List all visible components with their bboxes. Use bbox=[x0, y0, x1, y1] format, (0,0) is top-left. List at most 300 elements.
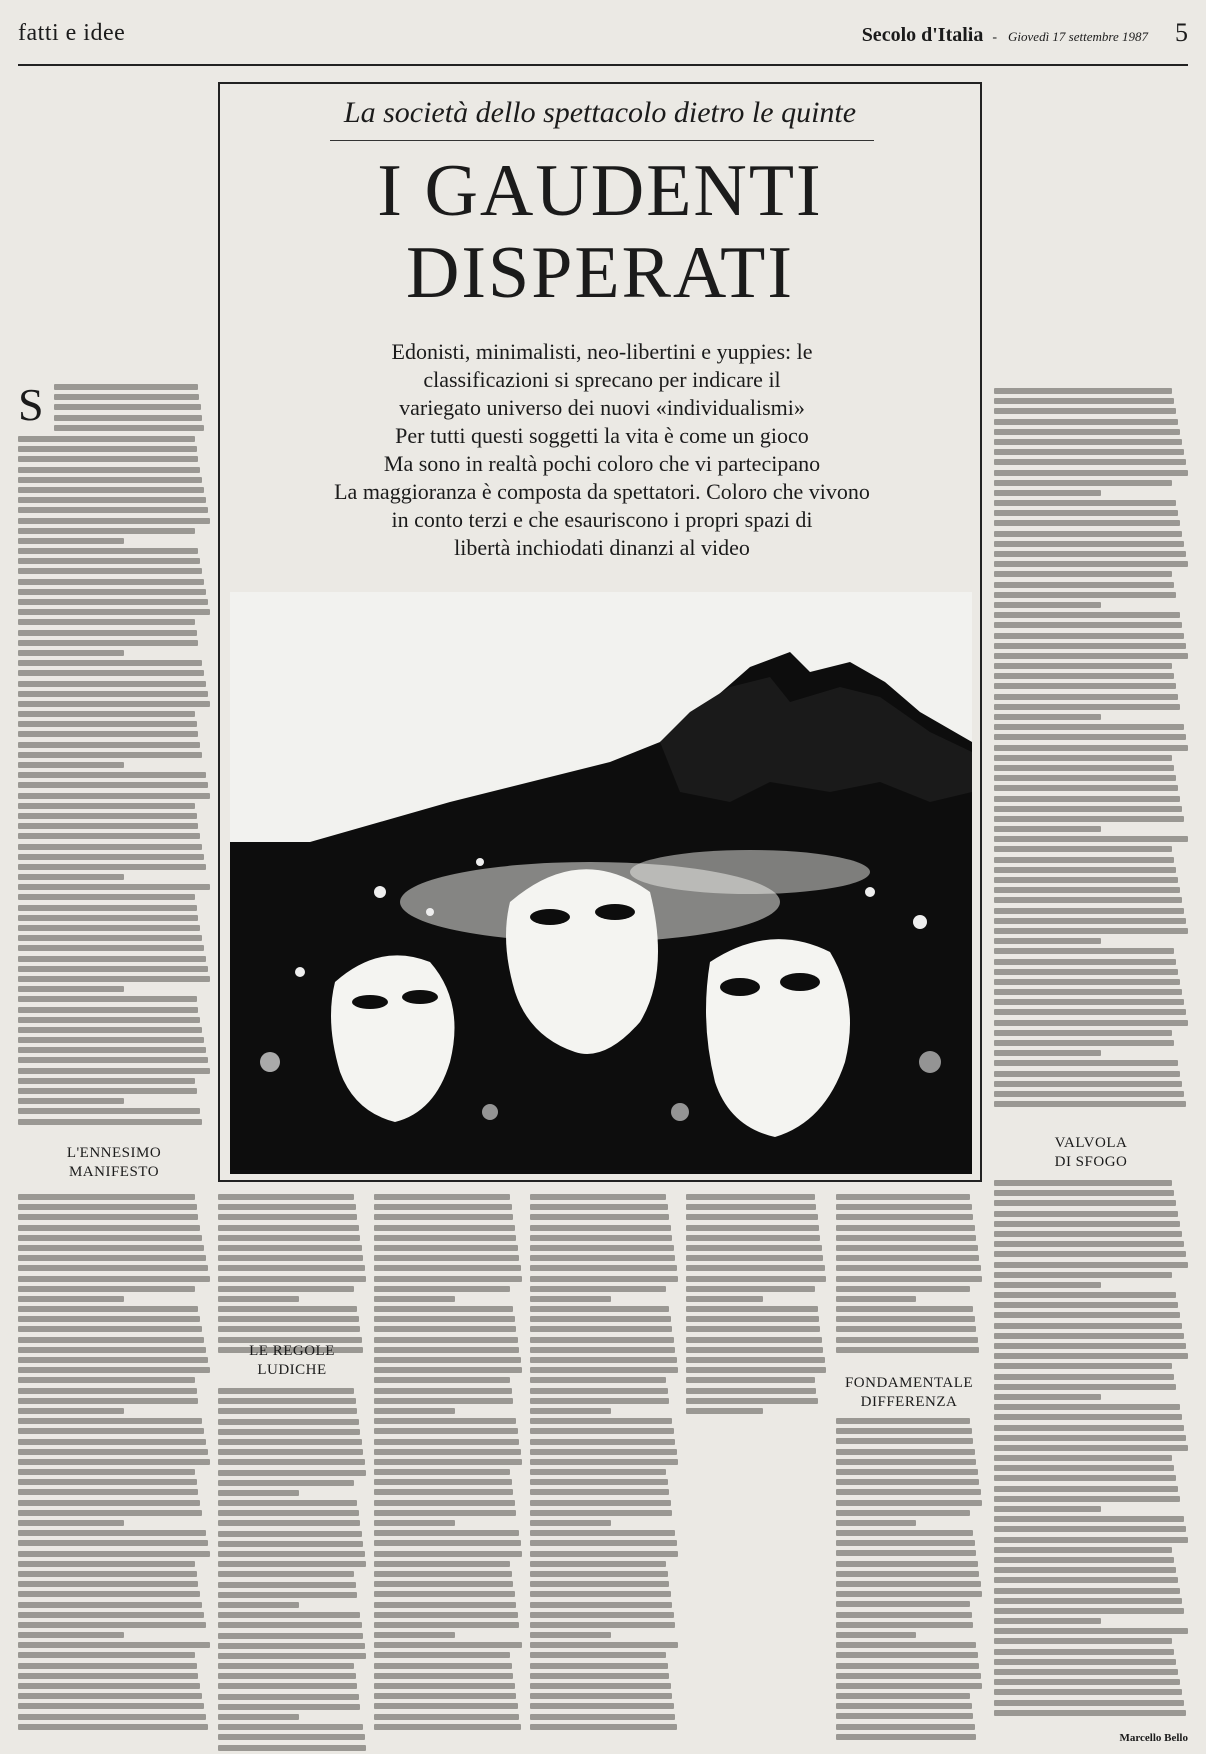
body-text-line bbox=[18, 844, 202, 850]
body-text-line bbox=[18, 956, 206, 962]
body-text-line bbox=[530, 1265, 677, 1271]
body-text-line bbox=[836, 1449, 975, 1455]
body-text-line bbox=[218, 1459, 365, 1465]
body-text-lines bbox=[994, 388, 1188, 1107]
body-text-line bbox=[18, 935, 202, 941]
body-text-line bbox=[18, 1652, 195, 1658]
body-text-line bbox=[994, 867, 1176, 873]
body-text-line bbox=[994, 520, 1180, 526]
body-text-line bbox=[374, 1663, 512, 1669]
body-text-line bbox=[218, 1204, 356, 1210]
body-text-line bbox=[18, 1469, 195, 1475]
body-text-line bbox=[686, 1377, 815, 1383]
body-text-lines bbox=[218, 1388, 366, 1751]
body-text-line bbox=[18, 1214, 198, 1220]
body-text-line bbox=[374, 1255, 519, 1261]
subhead-ennesimo-manifesto bbox=[18, 1144, 210, 1182]
body-text-line bbox=[994, 1404, 1180, 1410]
body-text-line bbox=[994, 887, 1180, 893]
body-text-line bbox=[686, 1276, 826, 1282]
body-text-line bbox=[994, 500, 1176, 506]
body-text-line bbox=[374, 1459, 522, 1465]
body-text-line bbox=[530, 1530, 675, 1536]
body-text-line bbox=[18, 1500, 200, 1506]
body-text-line bbox=[18, 436, 195, 442]
body-text-line bbox=[218, 1734, 365, 1740]
body-text-line bbox=[18, 650, 124, 656]
body-text-line bbox=[994, 1211, 1178, 1217]
body-text-line bbox=[836, 1337, 978, 1343]
column-2-body bbox=[218, 1194, 366, 1353]
body-text-line bbox=[686, 1337, 822, 1343]
body-text-line bbox=[994, 1445, 1188, 1451]
body-text-line bbox=[994, 408, 1176, 414]
body-text-line bbox=[18, 1225, 200, 1231]
body-text-line bbox=[994, 439, 1182, 445]
deck-line: Ma sono in realtà pochi coloro che vi partecipano bbox=[383, 451, 821, 476]
body-text-line bbox=[836, 1489, 981, 1495]
body-text-line bbox=[18, 925, 200, 931]
body-text-line bbox=[18, 1306, 198, 1312]
body-text-line bbox=[18, 915, 198, 921]
body-text-line bbox=[994, 796, 1180, 802]
body-text-line bbox=[218, 1643, 365, 1649]
body-text-line bbox=[994, 1384, 1176, 1390]
body-text-line bbox=[18, 762, 124, 768]
body-text-line bbox=[218, 1500, 357, 1506]
deck-line: classificazioni si sprecano per indicare il bbox=[423, 367, 781, 392]
body-text-lines bbox=[686, 1194, 826, 1414]
body-text-line bbox=[530, 1622, 675, 1628]
body-text-line bbox=[18, 630, 197, 636]
body-text-line bbox=[994, 1710, 1186, 1716]
body-text-line bbox=[530, 1602, 672, 1608]
body-text-line bbox=[18, 986, 124, 992]
body-text-line bbox=[218, 1480, 354, 1486]
body-text-line bbox=[994, 846, 1172, 852]
body-text-line bbox=[836, 1520, 916, 1526]
body-text-line bbox=[836, 1652, 978, 1658]
body-text-line bbox=[18, 1612, 204, 1618]
body-text-line bbox=[994, 836, 1188, 842]
body-text-line bbox=[18, 884, 210, 890]
body-text-line bbox=[530, 1214, 669, 1220]
body-text-line bbox=[218, 1714, 299, 1720]
body-text-line bbox=[530, 1225, 671, 1231]
body-text-line bbox=[836, 1510, 970, 1516]
body-text-line bbox=[836, 1724, 975, 1730]
body-text-line bbox=[686, 1194, 815, 1200]
subhead-line: LUDICHE bbox=[257, 1362, 327, 1378]
body-text-line bbox=[18, 1551, 210, 1557]
body-text-line bbox=[994, 510, 1178, 516]
body-text-line bbox=[374, 1214, 513, 1220]
body-text-line bbox=[18, 1098, 124, 1104]
body-text-line bbox=[18, 1540, 208, 1546]
body-text-line bbox=[218, 1745, 366, 1751]
body-text-line bbox=[530, 1398, 669, 1404]
body-text-line bbox=[530, 1571, 668, 1577]
column-3-body bbox=[374, 1194, 522, 1730]
body-text-line bbox=[18, 1078, 195, 1084]
body-text-line bbox=[18, 1642, 210, 1648]
body-text-line bbox=[18, 996, 197, 1002]
body-text-line bbox=[18, 833, 200, 839]
body-text-line bbox=[994, 1071, 1180, 1077]
body-text-line bbox=[218, 1225, 359, 1231]
body-text-line bbox=[994, 1091, 1184, 1097]
body-text-line bbox=[836, 1418, 970, 1424]
body-text-line bbox=[18, 1530, 206, 1536]
body-text-line bbox=[994, 1486, 1178, 1492]
body-text-line bbox=[18, 1347, 206, 1353]
body-text-lines bbox=[374, 1194, 522, 1730]
body-text-line bbox=[374, 1571, 512, 1577]
body-text-line bbox=[530, 1479, 668, 1485]
body-text-line bbox=[18, 752, 202, 758]
body-text-line bbox=[374, 1602, 516, 1608]
body-text-line bbox=[994, 694, 1178, 700]
body-text-line bbox=[374, 1510, 516, 1516]
body-text-line bbox=[18, 1693, 202, 1699]
masthead bbox=[862, 24, 1148, 47]
body-text-line bbox=[374, 1540, 521, 1546]
body-text-line bbox=[530, 1276, 678, 1282]
body-text-line bbox=[994, 1343, 1186, 1349]
body-text-line bbox=[218, 1408, 357, 1414]
body-text-line bbox=[218, 1673, 356, 1679]
body-text-line bbox=[994, 1618, 1101, 1624]
body-text-line bbox=[18, 497, 206, 503]
body-text-line bbox=[18, 1591, 200, 1597]
body-text-line bbox=[994, 745, 1188, 751]
body-text-line bbox=[18, 1194, 195, 1200]
body-text-line bbox=[530, 1357, 677, 1363]
body-text-line bbox=[218, 1633, 363, 1639]
body-text-line bbox=[218, 1194, 354, 1200]
column-6-body bbox=[836, 1194, 982, 1353]
body-text-line bbox=[836, 1225, 975, 1231]
body-text-line bbox=[994, 541, 1184, 547]
body-text-line bbox=[994, 1608, 1184, 1614]
body-text-line bbox=[994, 1030, 1172, 1036]
body-text-line bbox=[994, 1588, 1180, 1594]
body-text-line bbox=[218, 1490, 299, 1496]
body-text-line bbox=[686, 1245, 822, 1251]
body-text-line bbox=[18, 1027, 202, 1033]
body-text-line bbox=[530, 1714, 675, 1720]
deck-line: libertà inchiodati dinanzi al video bbox=[454, 535, 750, 560]
body-text-line bbox=[18, 579, 204, 585]
body-text-line bbox=[994, 1496, 1180, 1502]
body-text-line bbox=[994, 1516, 1184, 1522]
body-text-line bbox=[994, 480, 1172, 486]
body-text-line bbox=[374, 1439, 519, 1445]
body-text-line bbox=[994, 1435, 1186, 1441]
newspaper-name: Secolo d'Italia bbox=[861, 24, 984, 46]
body-text-line bbox=[994, 1020, 1188, 1026]
body-text-line bbox=[218, 1296, 299, 1302]
body-text-line bbox=[18, 1316, 200, 1322]
body-text-line bbox=[18, 487, 204, 493]
body-text-line bbox=[994, 1200, 1176, 1206]
body-text-line bbox=[994, 1638, 1172, 1644]
body-text-line bbox=[836, 1326, 976, 1332]
body-text-line bbox=[836, 1642, 976, 1648]
body-text-line bbox=[530, 1591, 671, 1597]
body-text-line bbox=[18, 1561, 195, 1567]
body-text-line bbox=[994, 765, 1174, 771]
body-text-line bbox=[18, 1510, 202, 1516]
body-text-line bbox=[54, 404, 201, 410]
body-text-line bbox=[994, 1221, 1180, 1227]
body-text-line bbox=[994, 398, 1174, 404]
body-text-line bbox=[686, 1398, 818, 1404]
masthead-dash: - bbox=[992, 30, 998, 45]
body-text-line bbox=[994, 1363, 1172, 1369]
body-text-line bbox=[18, 1357, 208, 1363]
body-text-line bbox=[18, 1235, 202, 1241]
body-text-line bbox=[994, 1312, 1180, 1318]
body-text-line bbox=[374, 1408, 455, 1414]
subhead-line: DI SFOGO bbox=[1054, 1154, 1128, 1170]
body-text-line bbox=[18, 1428, 204, 1434]
body-text-line bbox=[994, 897, 1182, 903]
body-text-line bbox=[994, 1679, 1180, 1685]
body-text-line bbox=[218, 1470, 366, 1476]
body-text-line bbox=[994, 948, 1174, 954]
body-text-line bbox=[374, 1347, 519, 1353]
body-text-line bbox=[994, 785, 1178, 791]
body-text-lines bbox=[994, 1180, 1188, 1716]
body-text-line bbox=[836, 1612, 972, 1618]
body-text-line bbox=[374, 1265, 521, 1271]
body-text-line bbox=[994, 561, 1188, 567]
kicker: La società dello spettacolo dietro le quinte bbox=[343, 96, 857, 129]
body-text-line bbox=[836, 1632, 916, 1638]
body-text-line bbox=[994, 908, 1184, 914]
body-text-line bbox=[18, 1622, 206, 1628]
body-text-line bbox=[530, 1194, 666, 1200]
body-text-line bbox=[836, 1194, 970, 1200]
body-text-line bbox=[18, 905, 197, 911]
column-6-body-continued bbox=[836, 1418, 982, 1740]
body-text-line bbox=[18, 691, 208, 697]
body-text-line bbox=[18, 772, 206, 778]
body-text-line bbox=[374, 1316, 515, 1322]
body-text-line bbox=[18, 1724, 208, 1730]
body-text-line bbox=[836, 1561, 978, 1567]
body-text-line bbox=[994, 1262, 1188, 1268]
body-text-line bbox=[530, 1449, 677, 1455]
body-text-line bbox=[374, 1296, 455, 1302]
body-text-line bbox=[218, 1612, 360, 1618]
body-text-line bbox=[686, 1408, 763, 1414]
body-text-line bbox=[374, 1530, 519, 1536]
body-text-line bbox=[18, 1388, 197, 1394]
body-text-line bbox=[994, 1302, 1178, 1308]
body-text-line bbox=[994, 1567, 1176, 1573]
body-text-line bbox=[994, 602, 1101, 608]
body-text-line bbox=[530, 1337, 674, 1343]
body-text-line bbox=[530, 1612, 674, 1618]
body-text-line bbox=[374, 1388, 512, 1394]
body-text-line bbox=[994, 928, 1188, 934]
subhead-line: VALVOLA bbox=[1054, 1135, 1128, 1151]
body-text-line bbox=[18, 446, 197, 452]
body-text-line bbox=[994, 531, 1182, 537]
body-text-line bbox=[374, 1337, 518, 1343]
body-text-line bbox=[994, 1251, 1186, 1257]
body-text-line bbox=[18, 1459, 210, 1465]
body-text-line bbox=[836, 1683, 982, 1689]
body-text-line bbox=[686, 1265, 825, 1271]
body-text-line bbox=[686, 1214, 818, 1220]
body-text-line bbox=[686, 1255, 823, 1261]
body-text-line bbox=[994, 1292, 1176, 1298]
body-text-line bbox=[374, 1652, 510, 1658]
body-text-line bbox=[994, 877, 1178, 883]
body-text-line bbox=[218, 1388, 354, 1394]
body-text-line bbox=[18, 1068, 210, 1074]
body-text-line bbox=[836, 1713, 973, 1719]
body-text-line bbox=[836, 1469, 978, 1475]
body-text-line bbox=[994, 419, 1178, 425]
body-text-line bbox=[530, 1235, 672, 1241]
body-text-line bbox=[54, 425, 204, 431]
body-text-line bbox=[18, 1377, 195, 1383]
body-text-line bbox=[18, 1408, 124, 1414]
body-text-line bbox=[530, 1418, 672, 1424]
body-text-line bbox=[836, 1296, 916, 1302]
body-text-line bbox=[374, 1225, 515, 1231]
subhead-regole-ludiche bbox=[218, 1342, 366, 1380]
body-text-line bbox=[18, 1367, 210, 1373]
body-text-line bbox=[530, 1489, 669, 1495]
body-text-line bbox=[994, 1333, 1184, 1339]
body-text-line bbox=[18, 1418, 202, 1424]
body-text-line bbox=[994, 1081, 1182, 1087]
body-text-line bbox=[218, 1571, 354, 1577]
body-text-line bbox=[836, 1459, 976, 1465]
body-text-line bbox=[18, 1449, 208, 1455]
body-text-line bbox=[836, 1347, 979, 1353]
body-text-line bbox=[374, 1306, 513, 1312]
body-text-line bbox=[218, 1398, 356, 1404]
body-text-line bbox=[18, 670, 204, 676]
body-text-line bbox=[530, 1316, 671, 1322]
body-text-line bbox=[994, 622, 1182, 628]
body-text-line bbox=[218, 1551, 365, 1557]
body-text-line bbox=[18, 1088, 197, 1094]
body-text-line bbox=[994, 938, 1101, 944]
deck-line: Per tutti questi soggetti la vita è come un gioco bbox=[395, 423, 809, 448]
body-text-line bbox=[686, 1306, 818, 1312]
body-text-line bbox=[18, 640, 198, 646]
body-text-line bbox=[994, 816, 1184, 822]
body-text-line bbox=[218, 1622, 362, 1628]
body-text-line bbox=[18, 874, 124, 880]
body-text-line bbox=[18, 1714, 206, 1720]
body-text-line bbox=[218, 1582, 356, 1588]
body-text-line bbox=[374, 1286, 510, 1292]
body-text-line bbox=[994, 1353, 1188, 1359]
body-text-line bbox=[994, 459, 1186, 465]
body-text-line bbox=[54, 415, 202, 421]
body-text-line bbox=[54, 394, 199, 400]
body-text-line bbox=[994, 775, 1176, 781]
body-text-line bbox=[374, 1703, 518, 1709]
body-text-line bbox=[994, 1009, 1186, 1015]
body-text-line bbox=[836, 1540, 975, 1546]
body-text-line bbox=[836, 1479, 979, 1485]
body-text-line bbox=[18, 1326, 202, 1332]
body-text-line bbox=[218, 1214, 357, 1220]
body-text-line bbox=[18, 823, 198, 829]
body-text-line bbox=[530, 1703, 674, 1709]
body-text-line bbox=[374, 1581, 513, 1587]
body-text-line bbox=[994, 806, 1182, 812]
body-text-line bbox=[18, 864, 206, 870]
body-text-line bbox=[994, 734, 1186, 740]
body-text-line bbox=[218, 1683, 357, 1689]
body-text-line bbox=[994, 490, 1101, 496]
subhead-line: L'ENNESIMO bbox=[66, 1145, 162, 1161]
body-text-line bbox=[374, 1469, 510, 1475]
body-text-line bbox=[530, 1693, 672, 1699]
left-column-body bbox=[54, 384, 210, 431]
body-text-line bbox=[218, 1419, 359, 1425]
body-text-line bbox=[374, 1642, 522, 1648]
body-text-line bbox=[530, 1561, 666, 1567]
body-text-line bbox=[218, 1531, 362, 1537]
body-text-line bbox=[994, 1659, 1176, 1665]
body-text-line bbox=[374, 1357, 521, 1363]
byline: Marcello Bello bbox=[1119, 1732, 1188, 1744]
body-text-line bbox=[994, 1465, 1174, 1471]
body-text-line bbox=[836, 1591, 982, 1597]
body-text-line bbox=[530, 1673, 669, 1679]
body-text-line bbox=[530, 1439, 675, 1445]
body-text-line bbox=[18, 813, 197, 819]
body-text-line bbox=[994, 979, 1180, 985]
body-text-lines bbox=[530, 1194, 678, 1730]
body-text-line bbox=[18, 782, 208, 788]
masks-photo bbox=[230, 592, 972, 1174]
body-text-line bbox=[836, 1581, 981, 1587]
body-text-line bbox=[18, 456, 198, 462]
subhead-line: LE REGOLE bbox=[249, 1343, 335, 1359]
body-text-line bbox=[18, 619, 195, 625]
body-text-line bbox=[18, 701, 210, 707]
body-text-line bbox=[374, 1276, 522, 1282]
body-text-line bbox=[994, 1506, 1101, 1512]
headline bbox=[220, 150, 980, 314]
body-text-line bbox=[374, 1561, 510, 1567]
body-text-line bbox=[218, 1316, 359, 1322]
body-text-line bbox=[994, 1598, 1182, 1604]
body-text-line bbox=[54, 384, 198, 390]
body-text-line bbox=[218, 1663, 354, 1669]
body-text-line bbox=[18, 966, 208, 972]
body-text-line bbox=[218, 1439, 362, 1445]
header-rule bbox=[18, 64, 1188, 66]
body-text-line bbox=[374, 1500, 515, 1506]
body-text-line bbox=[994, 663, 1172, 669]
body-text-line bbox=[218, 1602, 299, 1608]
body-text-line bbox=[18, 793, 210, 799]
body-text-line bbox=[18, 1245, 204, 1251]
